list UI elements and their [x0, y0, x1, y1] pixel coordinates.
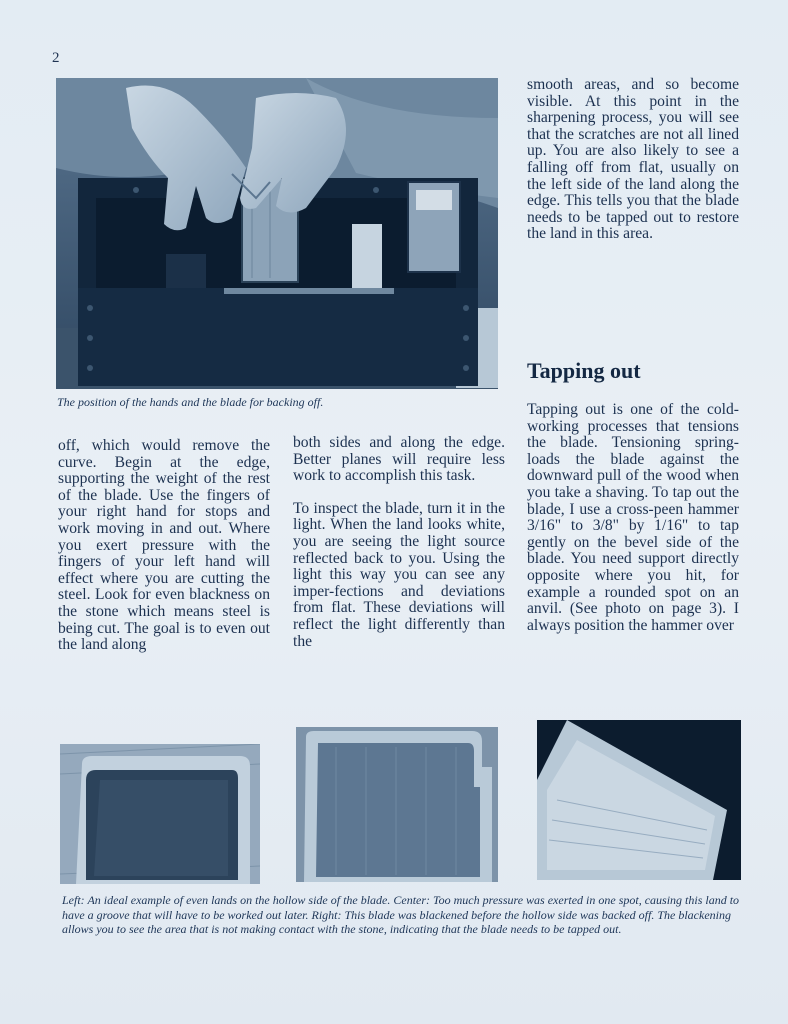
page-number: 2 [52, 50, 60, 66]
column-middle-paragraph-2: To inspect the blade, turn it in the light. When the land looks white, you are seeing the light source reflected back to you. Using the light this way you can see any imper-fections and deviations from flat. These deviations will reflect the light differently than the [293, 499, 505, 650]
column-right-bottom: Tapping out is one of the cold-working processes that tensions the blade. Tensioning spring-loads the blade against the downward pull of the wood when you take a shaving. To tap out the blade, I use a cross-peen hammer 3/16" to 3/8" by 1/16" to tap gently on the bevel side of the blade. You need support directly opposite where you hit, for example a rounded spot on an anvil. (See photo on page 3). I always position the hammer over [527, 401, 739, 634]
grooved-land-photo [296, 727, 498, 882]
column-right-top: smooth areas, and so become visible. At this point in the sharpening process, you will see that the scratches are not all lined up. You are also likely to see a falling off from flat, usually on the left side of the land along the edge. This tells you that the blade needs to be tapped out to restore the land in this area. [527, 76, 739, 243]
column-left: off, which would remove the curve. Begin at the edge, supporting the weight of the rest of the blade. Use the fingers of your right hand for stops and work moving in and out. Where you exert pressure with the fingers of your left hand will effect where you are cutting the steel. Look for even blackness on the stone which means steel is being cut. The goal is to even out the land along [58, 437, 270, 654]
even-lands-photo [60, 744, 260, 884]
section-heading-tapping-out: Tapping out [527, 358, 641, 383]
sharpening-hands-photo [56, 78, 498, 389]
top-photo-caption: The position of the hands and the blade for backing off. [57, 395, 324, 409]
blackened-blade-photo [537, 720, 741, 880]
bottom-photos-caption: Left: An ideal example of even lands on the hollow side of the blade. Center: Too much pressure was exerted in one spot, causing this land to have a groove that will have to be worked out later. Right: This blade was blackened before the hollow side was backed off. The blackening allows you to see the area that is not making contact with the stone, indicating that the blade needs to be tapped out. [62, 893, 740, 936]
column-middle [293, 435, 505, 650]
column-middle-paragraph-1: both sides and along the edge. Better planes will require less work to accomplish this task. [293, 434, 505, 485]
